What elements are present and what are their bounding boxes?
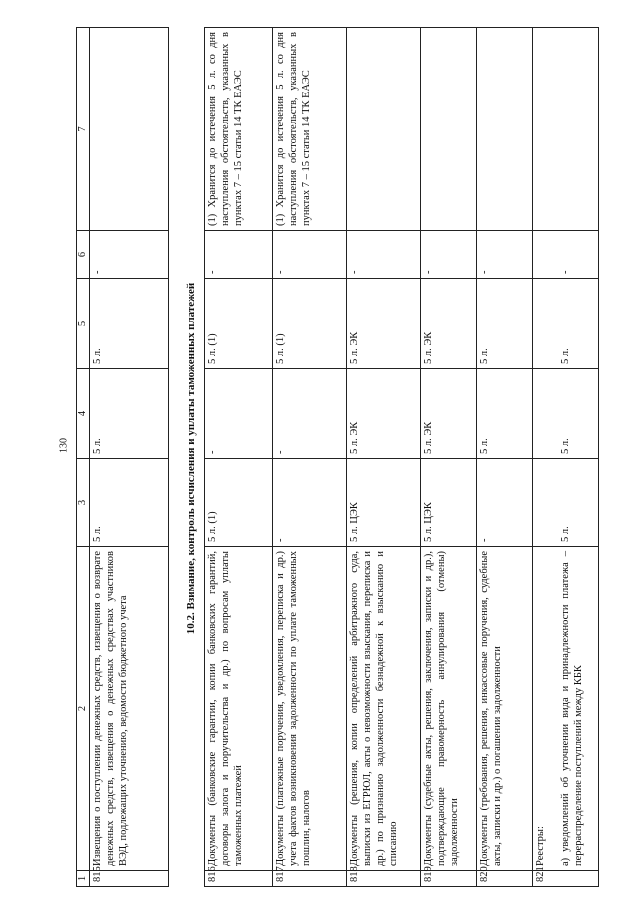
column-header: 4 xyxy=(77,369,90,459)
cell-col5: 5 л. xyxy=(533,279,599,369)
cell-col6: - xyxy=(205,231,273,279)
column-header: 7 xyxy=(77,28,90,231)
column-header: 1 xyxy=(77,871,90,887)
cell-col4: - xyxy=(273,369,347,459)
column-header: 2 xyxy=(77,547,90,871)
cell-col7: (1) Хранится до истечения 5 л. со дня наступления обстоятельств, указанных в пунктах 7 – 15 статьи 14 ТК ЕАЭС xyxy=(205,28,273,231)
cell-col6: - xyxy=(477,231,533,279)
table-top xyxy=(76,27,169,887)
cell-col3: 5 л. ЦЭК xyxy=(347,459,421,547)
header-row xyxy=(77,28,90,887)
cell-col6: - xyxy=(421,231,477,279)
cell-col6: - xyxy=(347,231,421,279)
cell-col4: 5 л. xyxy=(477,369,533,459)
cell-col7 xyxy=(90,28,169,231)
cell-col7 xyxy=(533,28,599,231)
cell-col5: 5 л. (1) xyxy=(273,279,347,369)
cell-col7 xyxy=(421,28,477,231)
cell-col6: - xyxy=(533,231,599,279)
cell-col3: 5 л. xyxy=(90,459,169,547)
row-description-sub: а) уведомлений об уточнении вида и принадлежности платежа – перераспределение поступлений между КБК xyxy=(560,551,584,866)
table-row xyxy=(421,28,477,887)
cell-col4: 5 л. xyxy=(533,369,599,459)
table-row xyxy=(533,28,599,887)
cell-col4: 5 л. ЭК xyxy=(421,369,477,459)
column-header: 5 xyxy=(77,279,90,369)
cell-col6: - xyxy=(90,231,169,279)
table-row xyxy=(273,28,347,887)
cell-col5: 5 л. ЭК xyxy=(421,279,477,369)
row-description: Документы (банковские гарантии, копии банковских гарантий, договоры залога и поручительства и др.) по вопросам уплаты таможенных платежей xyxy=(205,547,273,871)
row-description: Документы (требования, решения, инкассовые поручения, судебные акты, записки и др.) о погашении задолженности xyxy=(477,547,533,871)
column-header: 3 xyxy=(77,459,90,547)
row-number: 815 xyxy=(90,871,169,887)
cell-col5: 5 л. ЭК xyxy=(347,279,421,369)
cell-col5: 5 л. (1) xyxy=(205,279,273,369)
row-description: Документы (решения, копии определений арбитражного суда, выписки из ЕГРЮЛ, акты о невозможности взыскания, переписка и др.) по признанию задолженности безнадежной к взысканию и списанию xyxy=(347,547,421,871)
table-row xyxy=(347,28,421,887)
row-description: Документы (платежные поручения, уведомления, переписка и др.) учета фактов возникновения задолженности по уплате таможенных пошлин, налогов xyxy=(273,547,347,871)
rotated-page xyxy=(76,30,626,887)
row-number: 820 xyxy=(477,871,533,887)
cell-col3: 5 л. xyxy=(533,459,599,547)
row-number: 821 xyxy=(533,871,599,887)
row-number: 819 xyxy=(421,871,477,887)
cell-col5: 5 л. xyxy=(477,279,533,369)
column-header: 6 xyxy=(77,231,90,279)
cell-col3: 5 л. ЦЭК xyxy=(421,459,477,547)
row-number: 817 xyxy=(273,871,347,887)
cell-col7 xyxy=(477,28,533,231)
cell-col5: 5 л. xyxy=(90,279,169,369)
cell-col3: - xyxy=(477,459,533,547)
section-title: 10.2. Взимание, контроль исчисления и уплаты таможенных платежей xyxy=(185,282,197,635)
cell-col6: - xyxy=(273,231,347,279)
row-description: Извещения о поступлении денежных средств, извещения о возврате денежных средств, извещения о денежных средствах участников ВЭД, подлежащих уточнению, ведомости бюджетного учета xyxy=(90,547,169,871)
table-row xyxy=(477,28,533,887)
row-number: 818 xyxy=(347,871,421,887)
cell-col7 xyxy=(347,28,421,231)
table-row xyxy=(90,28,169,887)
row-number: 816 xyxy=(205,871,273,887)
table-main xyxy=(204,27,599,887)
cell-col4: - xyxy=(205,369,273,459)
row-description: Документы (судебные акты, решения, заключения, записки и др.), подтверждающие правомерность аннулирования (отмены) задолженности xyxy=(421,547,477,871)
table-row xyxy=(205,28,273,887)
cell-col3: 5 л. (1) xyxy=(205,459,273,547)
cell-col4: 5 л. ЭК xyxy=(347,369,421,459)
cell-col3: - xyxy=(273,459,347,547)
cell-col4: 5 л. xyxy=(90,369,169,459)
row-description-heading: Реестры: xyxy=(535,826,546,866)
page-number: 130 xyxy=(58,438,70,453)
cell-col7: (1) Хранится до истечения 5 л. со дня наступления обстоятельств, указанных в пунктах 7 – 15 статьи 14 ТК ЕАЭС xyxy=(273,28,347,231)
row-description xyxy=(533,547,599,871)
